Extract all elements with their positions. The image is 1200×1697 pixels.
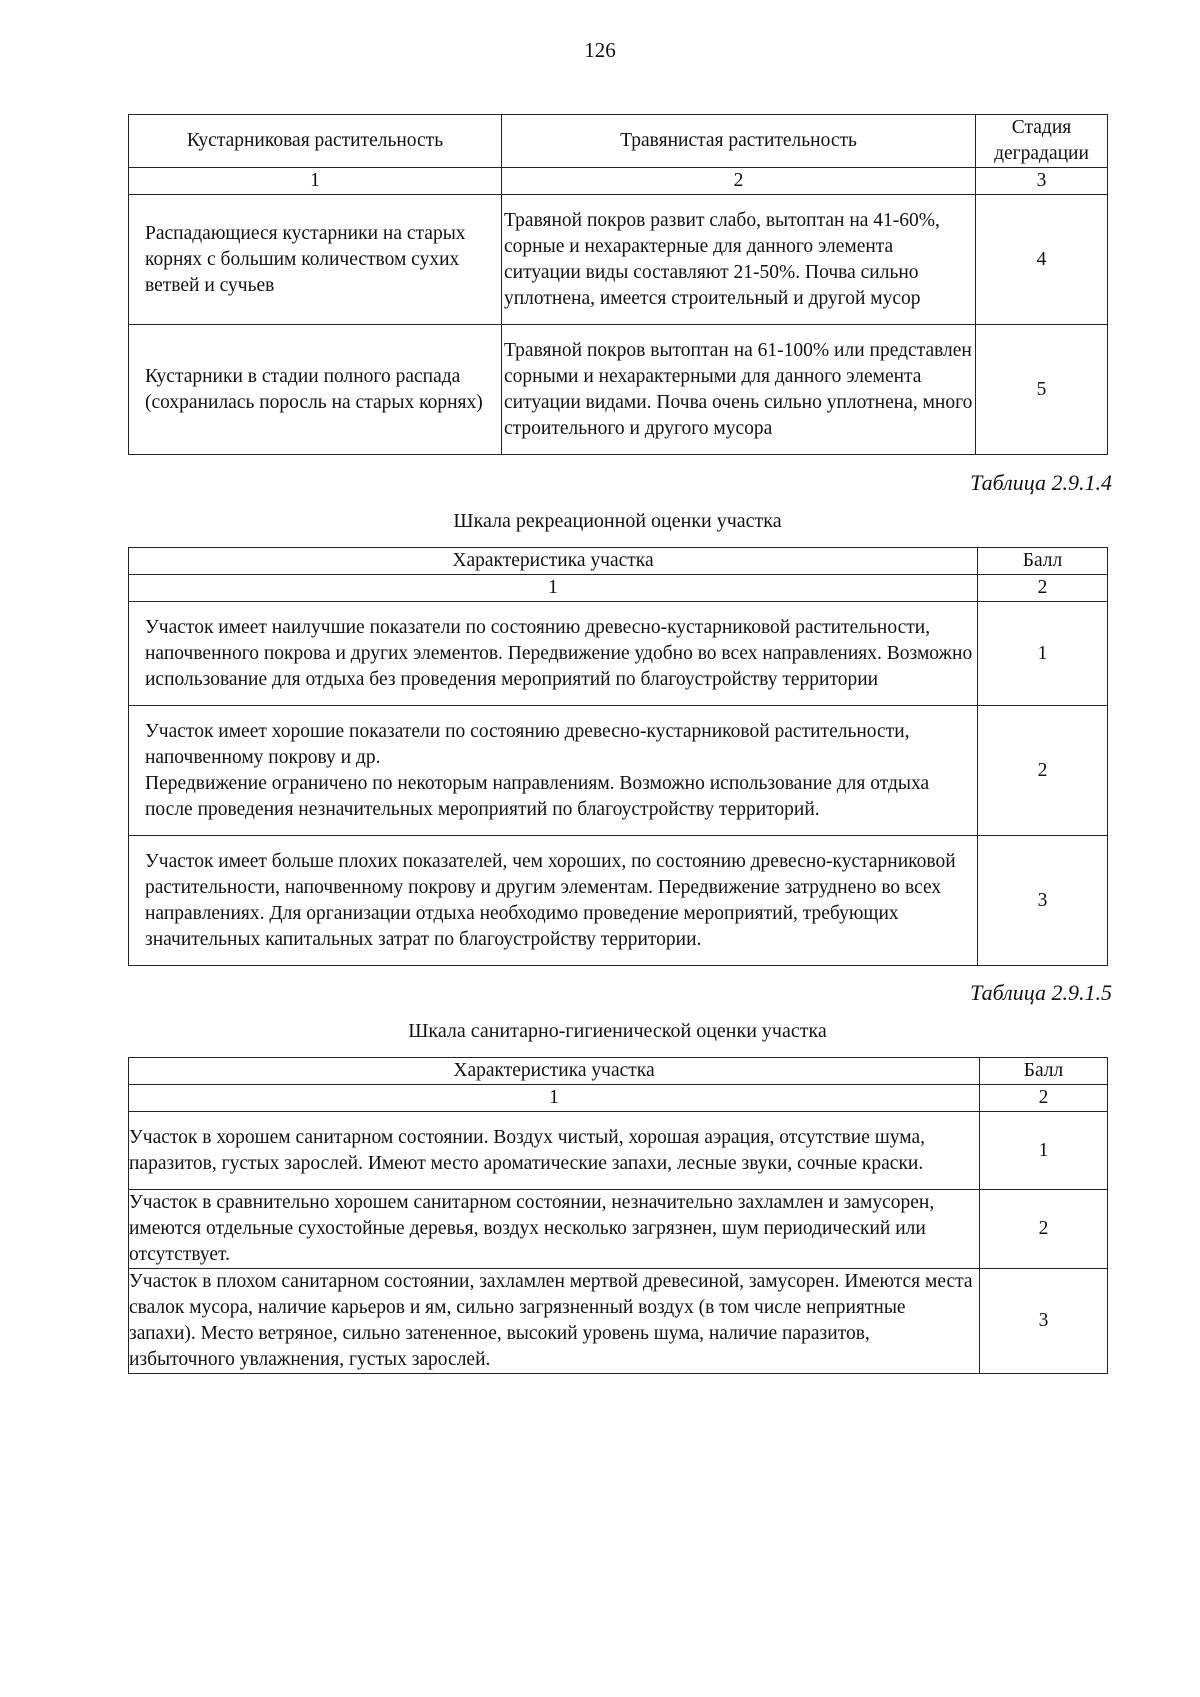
- score-cell: 2: [978, 706, 1108, 836]
- grass-cell: Травяной покров развит слабо, вытоптан на 41-60%, сорные и нехарактерные для данного элемента ситуации виды составляют 21-50%. Почва сильно уплотнена, имеется строительный и другой мусор: [502, 195, 976, 325]
- characteristic-cell: Участок имеет наилучшие показатели по состоянию древесно-кустарниковой растительности, напочвенного покрова и других элементов. Передвижение удобно во всех направлениях. Возможно использование для отдыха без проведения мероприятий по благоустройству территории: [129, 602, 978, 706]
- column-number-row: [129, 168, 1108, 195]
- table-row: [129, 706, 1108, 836]
- score-cell: 1: [978, 602, 1108, 706]
- table-caption: Таблица 2.9.1.5: [970, 980, 1112, 1005]
- sanitary-table: [128, 1057, 1108, 1374]
- table-title: Шкала санитарно-гигиенической оценки участка: [408, 1020, 827, 1042]
- column-number: 1: [129, 1085, 980, 1112]
- column-number: 3: [976, 168, 1108, 195]
- characteristic-cell: Участок в хорошем санитарном состоянии. Воздух чистый, хорошая аэрация, отсутствие шума, паразитов, густых зарослей. Имеют место ароматические запахи, лесные звуки, сочные краски.: [129, 1112, 980, 1190]
- column-number-row: [129, 575, 1108, 602]
- header-score: Балл: [980, 1058, 1108, 1085]
- shrub-cell: Распадающиеся кустарники на старых корнях с большим количеством сухих ветвей и сучьев: [129, 195, 502, 325]
- stage-cell: 4: [976, 195, 1108, 325]
- table-row: [129, 1112, 1108, 1190]
- table-row: [129, 1190, 1108, 1269]
- column-number: 1: [129, 168, 502, 195]
- column-number: 2: [978, 575, 1108, 602]
- table-row: [129, 195, 1108, 325]
- characteristic-line: Передвижение ограничено по некоторым направлениям. Возможно использование для отдыха после проведения незначительных мероприятий по благоустройству территорий.: [145, 772, 930, 820]
- characteristic-cell: [129, 706, 978, 836]
- table-row: [129, 1269, 1108, 1374]
- header-shrub: Кустарниковая растительность: [129, 115, 502, 168]
- table-row: [129, 836, 1108, 966]
- page-number: 126: [584, 38, 616, 62]
- table-row: [129, 325, 1108, 455]
- header-grass: Травянистая растительность: [502, 115, 976, 168]
- score-cell: 1: [980, 1112, 1108, 1190]
- grass-cell: Травяной покров вытоптан на 61-100% или представлен сорными и нехарактерными для данного элемента ситуации видами. Почва очень сильно уплотнена, много строительного и другого мусора: [502, 325, 976, 455]
- recreation-table: [128, 547, 1108, 966]
- header-stage: Стадия деградации: [976, 115, 1108, 168]
- table-title: Шкала рекреационной оценки участка: [453, 510, 782, 532]
- header-score: Балл: [978, 548, 1108, 575]
- score-cell: 2: [980, 1190, 1108, 1269]
- column-number: 2: [502, 168, 976, 195]
- table-row: [129, 602, 1108, 706]
- characteristic-cell: Участок в сравнительно хорошем санитарном состоянии, незначительно захламлен и замусорен, имеются отдельные сухостойные деревья, воздух несколько загрязнен, шум периодический или отсутствует.: [129, 1190, 980, 1269]
- characteristic-cell: Участок имеет больше плохих показателей, чем хороших, по состоянию древесно-кустарниковой растительности, напочвенному покрову и другим элементам. Передвижение затруднено во всех направлениях. Для организации отдыха необходимо проведение мероприятий, требующих значительных капитальных затрат по благоустройству территории.: [129, 836, 978, 966]
- header-characteristic: Характеристика участка: [129, 1058, 980, 1085]
- table-header-row: [129, 115, 1108, 168]
- table-caption: Таблица 2.9.1.4: [970, 470, 1112, 495]
- table-header-row: [129, 1058, 1108, 1085]
- column-number-row: [129, 1085, 1108, 1112]
- table-header-row: [129, 548, 1108, 575]
- column-number: 1: [129, 575, 978, 602]
- shrub-cell: Кустарники в стадии полного распада (сохранилась поросль на старых корнях): [129, 325, 502, 455]
- score-cell: 3: [978, 836, 1108, 966]
- characteristic-cell: Участок в плохом санитарном состоянии, захламлен мертвой древесиной, замусорен. Имеются места свалок мусора, наличие карьеров и ям, сильно загрязненный воздух (в том числе неприятные запахи). Место ветряное, сильно затененное, высокий уровень шума, наличие паразитов, избыточного увлажнения, густых зарослей.: [129, 1269, 980, 1374]
- characteristic-line: Участок имеет хорошие показатели по состоянию древесно-кустарниковой растительности, напочвенному покрову и др.: [145, 720, 910, 768]
- score-cell: 3: [980, 1269, 1108, 1374]
- column-number: 2: [980, 1085, 1108, 1112]
- degradation-table: [128, 114, 1108, 455]
- stage-cell: 5: [976, 325, 1108, 455]
- header-characteristic: Характеристика участка: [129, 548, 978, 575]
